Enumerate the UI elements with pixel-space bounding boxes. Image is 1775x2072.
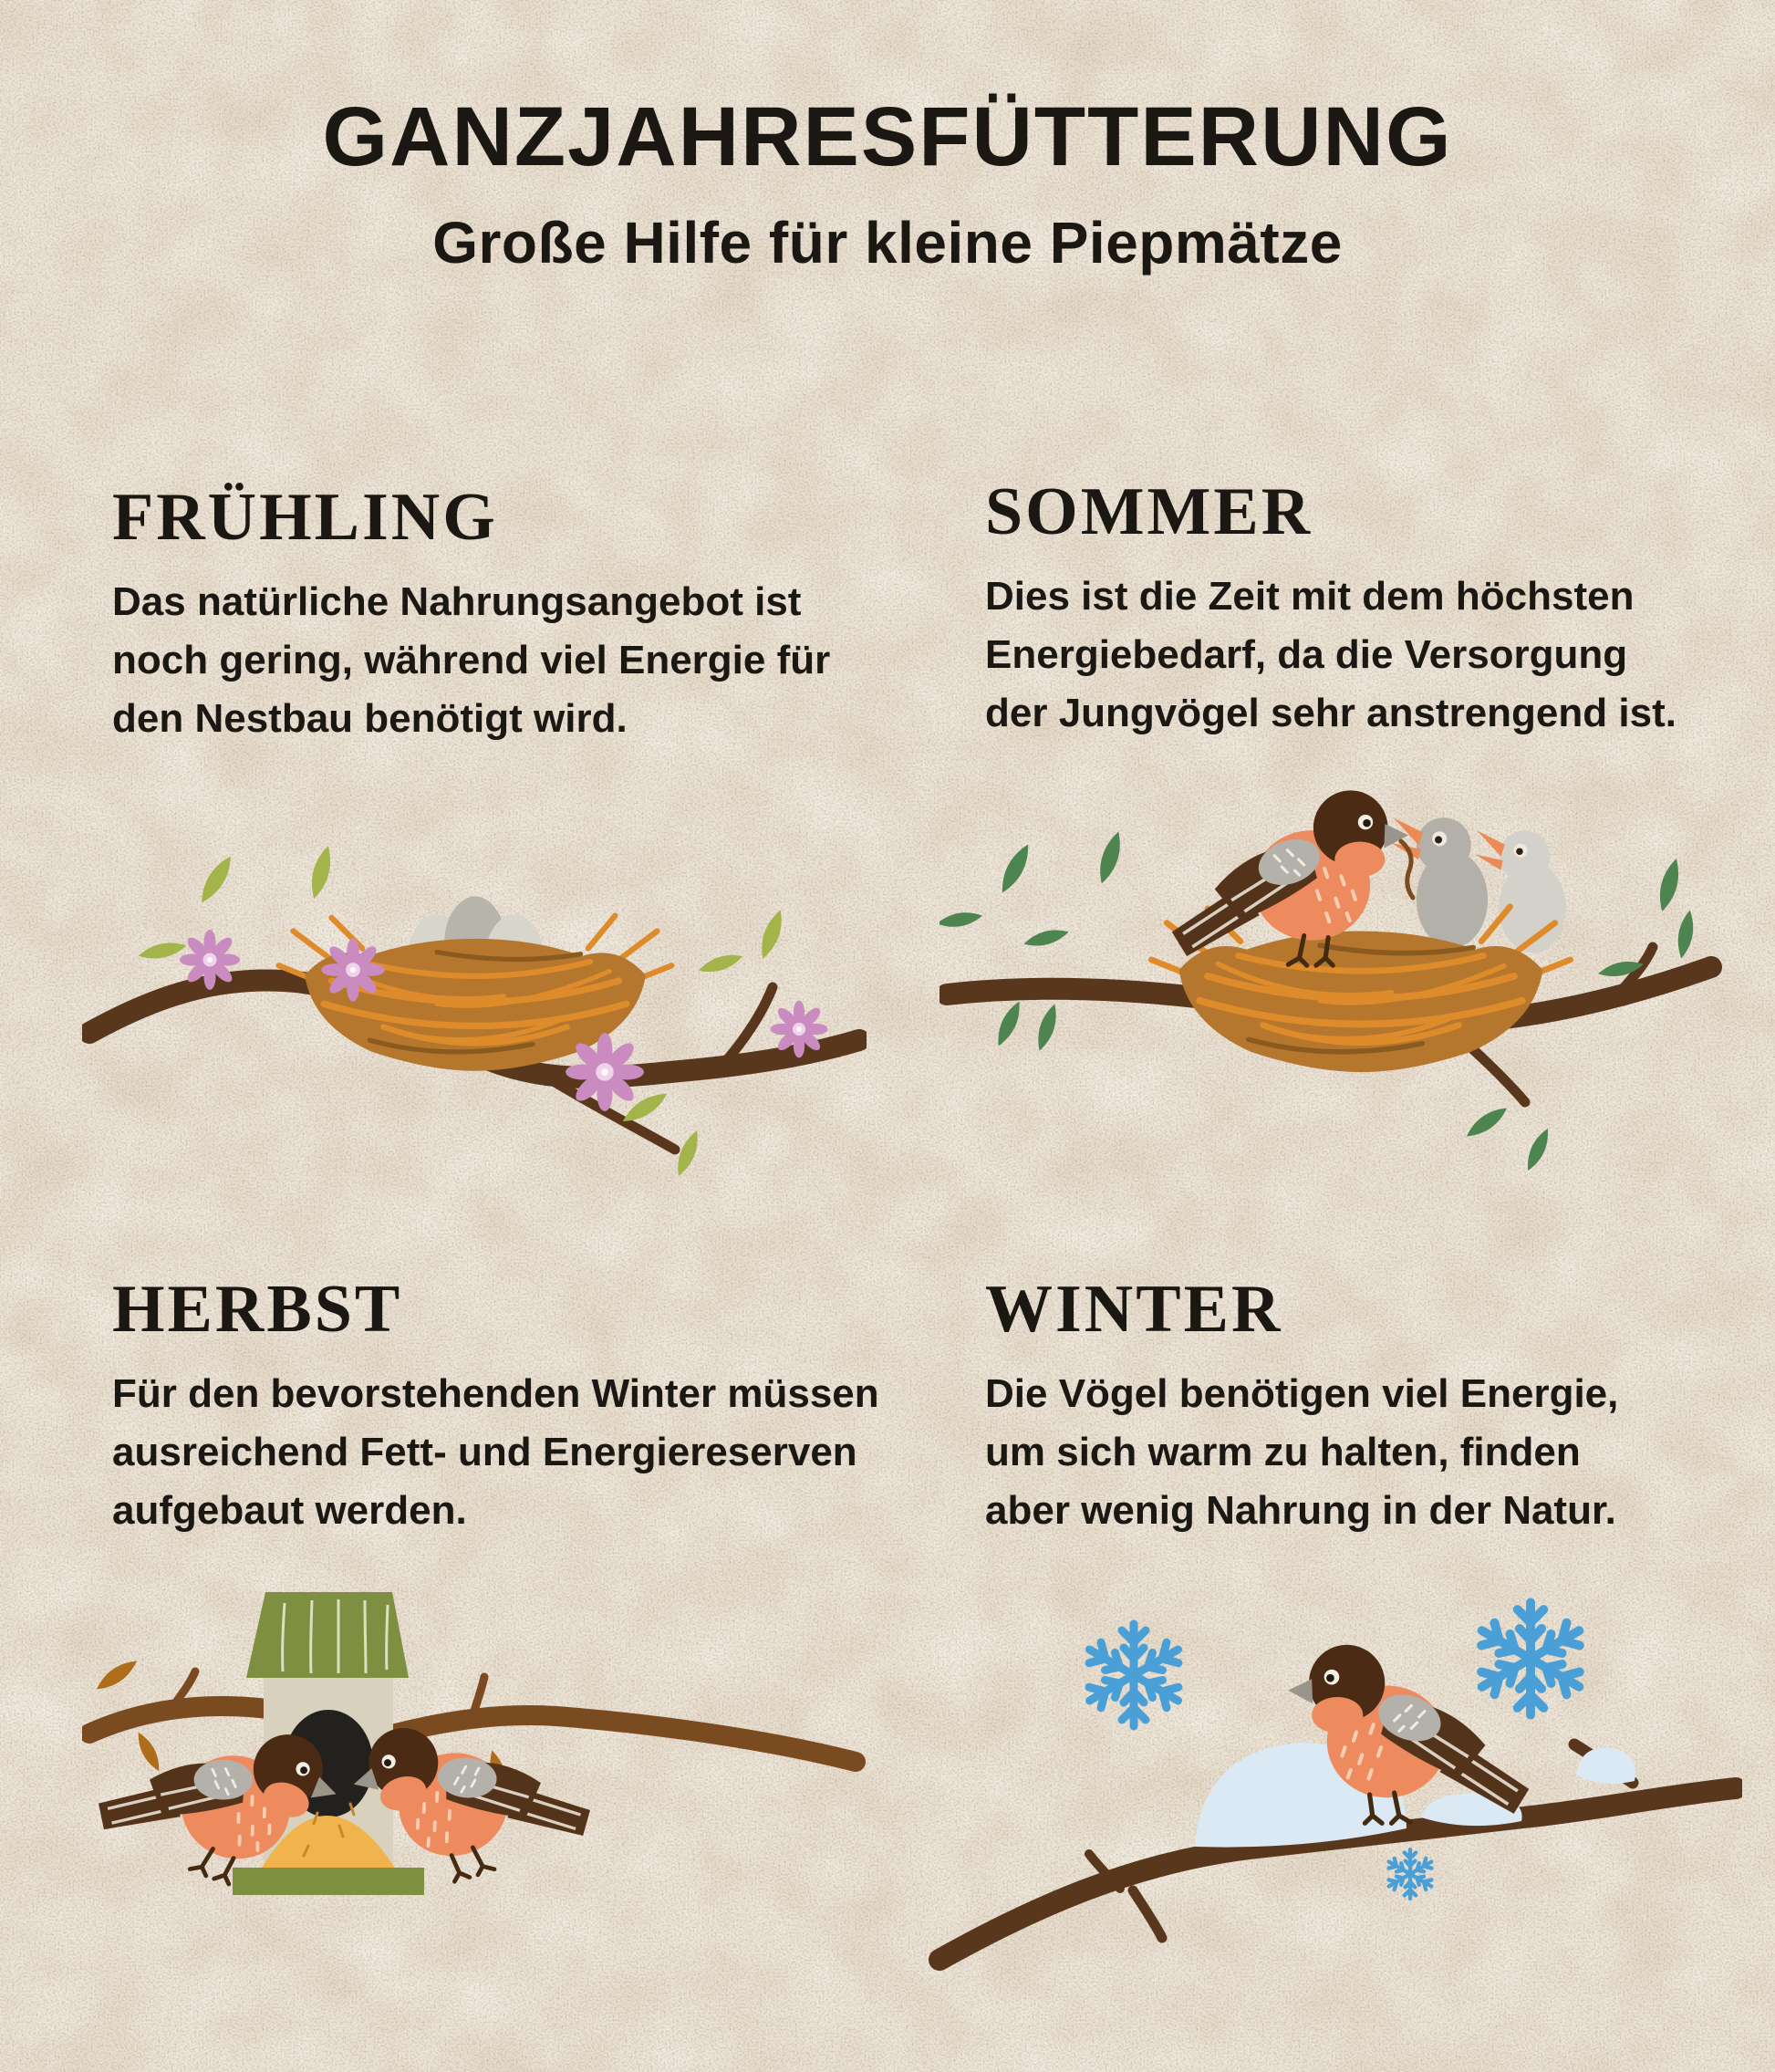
snowflake-icon [1084, 1624, 1184, 1726]
season-heading-herbst: HERBST [112, 1272, 403, 1347]
page-title: GANZJAHRESFÜTTERUNG [322, 90, 1453, 183]
season-body-sommer [985, 567, 1775, 743]
summer-illustration [939, 766, 1724, 1177]
season-body-winter [985, 1365, 1775, 1540]
season-text-line: aufgebaut werden. [112, 1488, 467, 1533]
nest [279, 916, 672, 1071]
season-text-line: Dies ist die Zeit mit dem höchsten [985, 574, 1635, 619]
season-text-line: Die Vögel benötigen viel Energie, [985, 1371, 1619, 1416]
snowflake-icon [1476, 1602, 1586, 1714]
feeder-roof [246, 1592, 409, 1678]
season-heading-winter: WINTER [985, 1272, 1283, 1347]
season-text-line: aber wenig Nahrung in der Natur. [985, 1488, 1616, 1533]
season-heading-fruehling: FRÜHLING [112, 480, 498, 555]
page-subtitle: Große Hilfe für kleine Piepmätze [432, 210, 1343, 276]
season-text-line: Energiebedarf, da die Versorgung [985, 632, 1628, 677]
feeder-base [233, 1868, 424, 1895]
season-text-line: den Nestbau benötigt wird. [112, 696, 628, 741]
spring-illustration [82, 803, 867, 1186]
section-sommer [985, 474, 1775, 743]
snowflake-icon [1386, 1849, 1435, 1899]
section-fruehling [112, 480, 933, 748]
section-winter [985, 1272, 1775, 1540]
season-text-line: der Jungvögel sehr anstrengend ist. [985, 691, 1676, 735]
season-body-fruehling [112, 573, 933, 748]
section-herbst [112, 1272, 933, 1540]
season-text-line: Das natürliche Nahrungsangebot ist [112, 579, 802, 624]
season-text-line: Für den bevorstehenden Winter müssen [112, 1371, 879, 1416]
season-body-herbst [112, 1365, 933, 1540]
season-heading-sommer: SOMMER [985, 474, 1313, 549]
autumn-illustration [82, 1583, 867, 1911]
season-text-line: ausreichend Fett- und Energiereserven [112, 1430, 857, 1474]
season-text-line: noch gering, während viel Energie für [112, 638, 831, 682]
branch [89, 1671, 856, 1762]
winter-illustration [921, 1588, 1742, 1998]
season-text-line: um sich warm zu halten, finden [985, 1430, 1581, 1474]
